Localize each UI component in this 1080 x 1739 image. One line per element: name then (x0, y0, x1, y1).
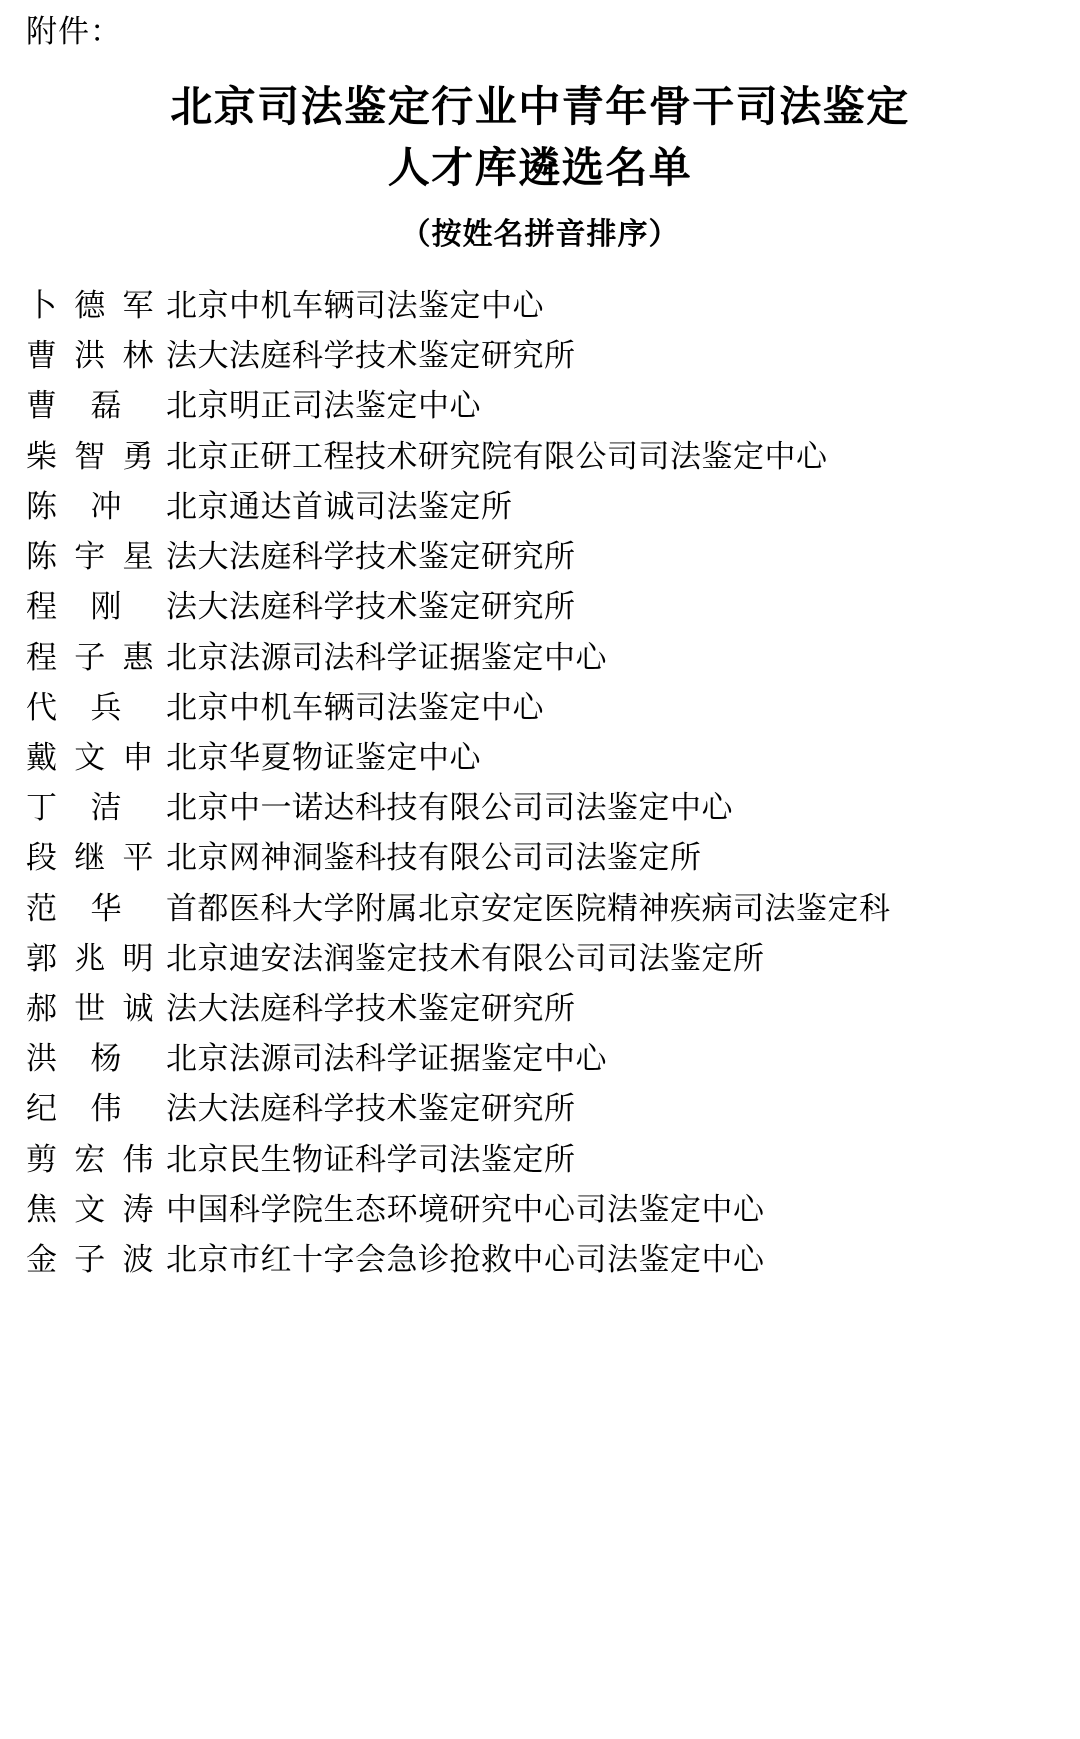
roster-name: 曹 洪 林 (26, 338, 154, 375)
roster-name: 代 兵 (26, 689, 122, 726)
roster-row (26, 482, 1054, 532)
roster-name: 陈 冲 (26, 488, 122, 525)
roster-row (26, 432, 1054, 482)
roster-organization: 法大法庭科学技术鉴定研究所 (166, 338, 576, 375)
roster-row (26, 281, 1054, 331)
page-title (100, 77, 980, 199)
roster-row (26, 1235, 1054, 1285)
roster-row (26, 733, 1054, 783)
roster-row (26, 633, 1054, 683)
roster-organization: 北京通达首诚司法鉴定所 (166, 488, 513, 525)
roster-name: 程 刚 (26, 589, 122, 626)
roster-organization: 北京中机车辆司法鉴定中心 (166, 689, 544, 726)
roster-name: 范 华 (26, 890, 122, 927)
page-title-line-2: 人才库遴选名单 (387, 143, 693, 193)
roster-row (26, 1034, 1054, 1084)
roster-row (26, 532, 1054, 582)
roster-list (26, 281, 1054, 1305)
roster-name: 卜 德 军 (26, 287, 154, 324)
roster-organization: 北京网神洞鉴科技有限公司司法鉴定所 (166, 840, 702, 877)
roster-organization: 首都医科大学附属北京安定医院精神疾病司法鉴定科 (166, 890, 891, 927)
roster-row (26, 934, 1054, 984)
roster-row (26, 582, 1054, 632)
roster-organization: 北京华夏物证鉴定中心 (166, 739, 481, 776)
page-subtitle: （按姓名拼音排序） (400, 216, 680, 252)
roster-organization: 北京市红十字会急诊抢救中心司法鉴定中心 (166, 1242, 765, 1279)
roster-row (26, 1185, 1054, 1235)
roster-row (26, 683, 1054, 733)
roster-organization: 北京迪安法润鉴定技术有限公司司法鉴定所 (166, 940, 765, 977)
roster-organization: 北京明正司法鉴定中心 (166, 388, 481, 425)
roster-name: 郭 兆 明 (26, 940, 154, 977)
roster-name: 剪 宏 伟 (26, 1141, 154, 1178)
roster-name: 程 子 惠 (26, 639, 154, 676)
roster-row (26, 1135, 1054, 1185)
page-title-line-1: 北京司法鉴定行业中青年骨干司法鉴定 (170, 82, 910, 132)
roster-name: 纪 伟 (26, 1091, 122, 1128)
roster-organization: 北京民生物证科学司法鉴定所 (166, 1141, 576, 1178)
roster-name: 柴 智 勇 (26, 438, 154, 475)
roster-organization: 法大法庭科学技术鉴定研究所 (166, 1091, 576, 1128)
roster-organization: 法大法庭科学技术鉴定研究所 (166, 539, 576, 576)
roster-row (26, 984, 1054, 1034)
roster-name: 洪 杨 (26, 1041, 122, 1078)
roster-organization: 法大法庭科学技术鉴定研究所 (166, 991, 576, 1028)
roster-name: 戴 文 申 (26, 739, 154, 776)
roster-name: 陈 宇 星 (26, 539, 154, 576)
roster-organization: 北京中一诺达科技有限公司司法鉴定中心 (166, 790, 733, 827)
roster-organization: 中国科学院生态环境研究中心司法鉴定中心 (166, 1191, 765, 1228)
roster-organization: 北京正研工程技术研究院有限公司司法鉴定中心 (166, 438, 828, 475)
roster-organization: 北京中机车辆司法鉴定中心 (166, 287, 544, 324)
roster-organization: 北京法源司法科学证据鉴定中心 (166, 1041, 607, 1078)
roster-name: 金 子 波 (26, 1242, 154, 1279)
roster-name: 丁 洁 (26, 790, 122, 827)
attachment-label: 附件： (26, 14, 122, 50)
roster-row (26, 884, 1054, 934)
roster-organization: 法大法庭科学技术鉴定研究所 (166, 589, 576, 626)
roster-name: 曹 磊 (26, 388, 122, 425)
roster-row (26, 331, 1054, 381)
roster-row (26, 833, 1054, 883)
roster-name: 焦 文 涛 (26, 1191, 154, 1228)
roster-organization: 北京法源司法科学证据鉴定中心 (166, 639, 607, 676)
roster-name: 郝 世 诚 (26, 991, 154, 1028)
roster-row (26, 1084, 1054, 1134)
roster-row (26, 783, 1054, 833)
roster-row (26, 381, 1054, 431)
roster-name: 段 继 平 (26, 840, 154, 877)
